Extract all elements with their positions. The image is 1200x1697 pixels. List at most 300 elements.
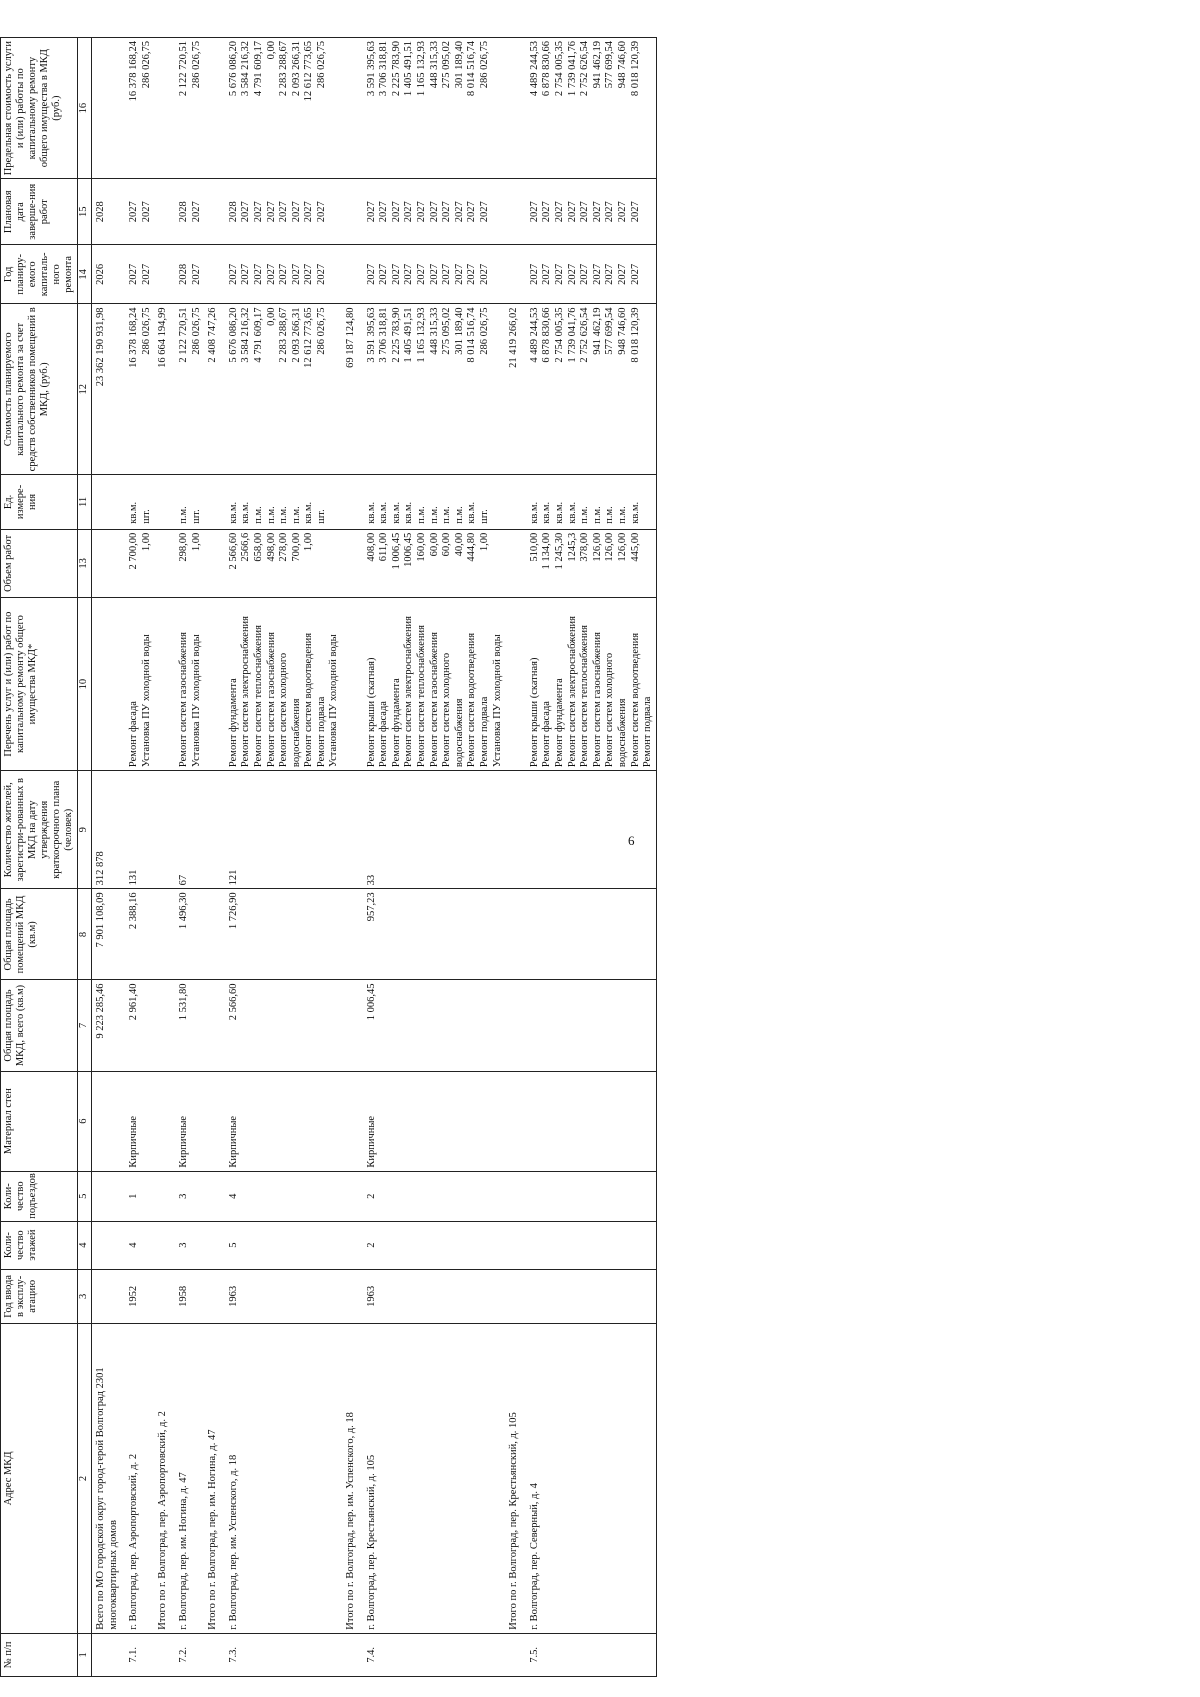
limit-cost-item: 3 591 395,63 [365,41,377,97]
planned-cost-item: 3 591 395,63 [365,307,377,363]
blank-cell [154,1221,171,1269]
blank-cell [204,1071,221,1171]
repair-year-item: 2027 [616,263,628,285]
repair-year-item: 2027 [252,263,264,285]
work-name-item: Ремонт систем газоснабжения [265,632,277,768]
residents: 131 [127,771,154,889]
work-name-item: Ремонт систем газоснабжения [177,632,189,768]
limit-cost-item: 286 026,75 [140,41,152,89]
limit-cost-item: 1 165 132,93 [416,41,428,97]
unit-item: п.м. [177,506,189,524]
repair-year-item: 2027 [553,263,565,285]
rotated-table-sheet [0,17,1070,1677]
grand-total-residents: 312 878 [91,771,121,889]
blank-cell [342,598,359,771]
blank-cell [505,38,522,179]
repair-year-item: 2027 [579,263,591,285]
end-date-item: 2027 [265,201,277,223]
limit-cost-item: 948 746,60 [616,41,628,89]
repair-year-item: 2027 [378,263,390,285]
blank-cell [342,889,359,980]
work-cost-item: 1 134,00 [541,532,553,570]
unit-item: п.м. [604,506,616,524]
repair-year-item: 2027 [453,263,465,285]
blank-cell [204,179,221,245]
work-cost-item: 510,00 [528,532,540,562]
premises-area: 2 388,16 [127,889,154,980]
work-cost-item: 1006,45 [403,532,415,567]
address-text: г. Волгоград, пер. им. Ногина, д. 47 [177,1472,189,1630]
end-date-item: 2027 [441,201,453,223]
limit-cost-item: 275 095,02 [441,41,453,89]
work-name-item: Ремонт фундамента [553,678,565,768]
repair-year-item: 2027 [528,263,540,285]
repair-year [127,245,154,304]
unit-item: шт. [190,509,202,524]
limit-cost-item: 286 026,75 [479,41,490,89]
work-cost [127,529,154,597]
end-date-item: 2027 [566,201,578,223]
limit-cost-item: 12 612 773,65 [303,41,315,102]
limit-cost [365,38,506,179]
entrances: 4 [227,1171,342,1221]
header-cell: Общая площадь МКД, всего (кв.м) [1,980,78,1071]
end-date-item: 2027 [240,201,252,223]
house-total-row [505,38,522,1677]
end-date-item: 2027 [466,201,478,223]
work-name-item: Ремонт подвала [642,696,654,768]
end-date-item: 2027 [579,201,591,223]
work-name-item: Ремонт систем электроснабжения [403,615,415,768]
work-cost [528,529,656,597]
work-cost-item: 378,00 [579,532,591,562]
work-cost-item: 2 700,00 [128,532,140,570]
blank-cell [154,245,171,304]
floors: 2 [365,1221,506,1269]
repair-year-item: 2027 [303,263,315,285]
repair-year [528,245,656,304]
end-date-item: 2027 [528,201,540,223]
repair-year-item: 2027 [265,263,277,285]
end-date-item: 2027 [128,201,140,223]
blank-cell [505,980,522,1071]
wall-material: Кирпичные [227,1071,342,1171]
work-name-item: Ремонт систем газоснабжения [428,632,440,768]
blank-cell [342,38,359,179]
work-cost-item: 160,00 [416,532,428,562]
end-date [365,179,506,245]
floors: 5 [227,1221,342,1269]
work-name-item: Ремонт крыши (скатная) [528,657,540,768]
total-area: 1 531,80 [177,980,204,1071]
grand-total-year: 2026 [91,245,121,304]
work-name-item: Установка ПУ холодной воды [328,634,340,768]
house-row [127,38,154,1677]
work-name-item: Установка ПУ холодной воды [491,634,503,768]
end-date-item: 2027 [416,201,428,223]
total-number [342,1633,359,1676]
repair-year [365,245,506,304]
limit-cost-item: 16 378 168,24 [128,41,140,102]
work-cost-item: 1,00 [190,532,202,552]
capital-repair-table [0,37,657,1677]
total-number [154,1633,171,1676]
limit-cost-item: 286 026,75 [315,41,327,89]
address-text: г. Волгоград, пер. Аэропортовский, д. 2 [128,1453,140,1630]
page-number: 6 [628,833,635,848]
wall-material: Кирпичные [177,1071,204,1171]
house-total-label: Итого по г. Волгоград, пер. им. Ногина, д. 47 [204,1324,221,1634]
wall-material: Кирпичные [365,1071,506,1171]
work-cost [365,529,506,597]
house-address [528,1324,656,1634]
header-cell: Количество жителей, зарегистри-рованных в МКД на дату утверждения краткосрочного плана (человек) [1,771,78,889]
work-name-item: Ремонт систем теплоснабжения [416,625,428,768]
address-text: г. Волгоград, пер. Крестьянский, д. 105 [365,1454,377,1630]
wall-material: Кирпичные [127,1071,154,1171]
end-date-item: 2027 [479,201,490,223]
entrances [528,1171,656,1221]
house-total-row [204,38,221,1677]
column-number: 12 [78,304,92,475]
work-cost-item: 700,00 [290,532,302,562]
work-cost-item: 60,00 [428,532,440,557]
house-total-row [342,38,359,1677]
unit-item: кв.м. [227,501,239,524]
work-name-item: Установка ПУ холодной воды [190,634,202,768]
blank-cell [342,245,359,304]
limit-cost [227,38,342,179]
repair-year-item: 2027 [190,263,202,285]
repair-year-item: 2028 [177,263,189,285]
work-cost-item: 1 006,45 [390,532,402,570]
limit-cost-item: 8 014 516,74 [466,41,478,97]
planned-cost [528,304,656,475]
blank-cell [342,179,359,245]
planned-cost-item: 3 584 216,32 [240,307,252,363]
limit-cost-item: 941 462,19 [591,41,603,89]
header-cell: Ед. измере-ния [1,475,78,530]
limit-cost-item: 0,00 [265,41,277,60]
blank-cell [204,245,221,304]
repair-year-item: 2027 [591,263,603,285]
unit-item: п.м. [428,506,440,524]
end-date-item: 2027 [252,201,264,223]
end-date [528,179,656,245]
limit-cost-item: 2 093 266,31 [290,41,302,97]
row-number: 7.5. [528,1633,656,1676]
blank-cell [505,1171,522,1221]
house-row [177,38,204,1677]
work-name-item: Ремонт систем холодного водоснабжения [278,652,302,768]
blank-cell [154,179,171,245]
blank-cell [505,179,522,245]
work-name-item: Ремонт систем теплоснабжения [252,625,264,768]
blank-cell [505,1071,522,1171]
total-number [204,1633,221,1676]
limit-cost-item: 301 189,40 [453,41,465,89]
blank-cell [342,1221,359,1269]
unit-item: кв.м. [403,501,415,524]
row-number: 7.3. [227,1633,342,1676]
end-date [177,179,204,245]
unit [365,475,506,530]
work-cost-item: 60,00 [441,532,453,557]
unit-item: п.м. [616,506,628,524]
column-number: 14 [78,245,92,304]
unit [127,475,154,530]
planned-cost [177,304,204,475]
planned-cost-item: 12 612 773,65 [303,307,315,368]
year-built [528,1269,656,1324]
entrances: 3 [177,1171,204,1221]
premises-area: 957,23 [365,889,506,980]
work-cost-item: 126,00 [604,532,616,562]
limit-cost-item: 3 706 318,81 [378,41,390,97]
blank-cell [154,475,171,530]
blank-cell [342,1171,359,1221]
work-name-item: Ремонт систем водоотведения [466,632,478,768]
grand-total-premises-area: 7 901 108,09 [91,889,121,980]
header-cell: Плановая дата заверше-ния работ [1,179,78,245]
work-cost-item: 2 566,60 [227,532,239,570]
end-date [127,179,154,245]
work-cost-item: 2566,6 [240,532,252,562]
planned-cost-item: 1 739 041,76 [566,307,578,363]
end-date-item: 2027 [453,201,465,223]
total-number [505,1633,522,1676]
blank-cell [154,889,171,980]
work-name-item: Ремонт фасада [378,701,390,768]
work-name-item: Ремонт систем газоснабжения [591,632,603,768]
address-text: г. Волгоград, пер. им. Успенского, д. 18 [227,1454,239,1630]
house-address [365,1324,506,1634]
grand-total-label: Всего по МО городской округ город-герой Волгоград 2301 многоквартирных домов [91,1324,121,1634]
repair-year-item: 2027 [140,263,152,285]
work-name [227,598,342,771]
house-row [528,38,656,1677]
planned-cost-item: 577 699,54 [604,307,616,355]
repair-year-item: 2027 [403,263,415,285]
planned-cost [365,304,506,475]
unit-item: кв.м. [365,501,377,524]
column-number: 13 [78,529,92,597]
repair-year-item: 2027 [128,263,140,285]
unit-item: шт. [479,509,490,524]
blank-cell [204,529,221,597]
work-cost-item: 445,00 [629,532,641,562]
unit [227,475,342,530]
column-number: 6 [78,1071,92,1171]
limit-cost-item: 4 489 244,53 [528,41,540,97]
end-date-item: 2027 [616,201,628,223]
house-row [227,38,342,1677]
limit-cost-item: 1 405 491,51 [403,41,415,97]
blank-cell [505,889,522,980]
house-address [177,1324,204,1634]
unit-item: п.м. [579,506,591,524]
blank-cell [505,1221,522,1269]
premises-area [528,889,656,980]
row-number: 7.2. [177,1633,204,1676]
work-cost-item: 1,00 [140,532,152,552]
floors: 4 [127,1221,154,1269]
planned-cost-item: 4 489 244,53 [528,307,540,363]
planned-cost-item: 5 676 086,20 [227,307,239,363]
blank-cell [154,1071,171,1171]
limit-cost-item: 3 584 216,32 [240,41,252,97]
year-built: 1952 [127,1269,154,1324]
header-cell: Общая площадь помещений МКД (кв.м) [1,889,78,980]
column-number: 11 [78,475,92,530]
planned-cost-item: 2 752 626,54 [579,307,591,363]
unit-item: кв.м. [528,501,540,524]
unit-item: кв.м. [303,501,315,524]
column-number: 2 [78,1324,92,1634]
blank-cell [204,1269,221,1324]
blank-cell [154,38,171,179]
planned-cost-item: 286 026,75 [140,307,152,355]
work-cost-item: 1,00 [479,532,490,552]
blank-cell [505,771,522,889]
grand-total-area: 9 223 285,46 [91,980,121,1071]
end-date-item: 2028 [177,201,189,223]
work-name [127,598,154,771]
total-area: 1 006,45 [365,980,506,1071]
repair-year-item: 2027 [365,263,377,285]
repair-year-item: 2027 [428,263,440,285]
column-number-row [78,38,92,1677]
limit-cost-item: 8 018 120,39 [629,41,641,97]
row-number: 7.1. [127,1633,154,1676]
unit-item: кв.м. [240,501,252,524]
planned-cost-item: 1 405 491,51 [403,307,415,363]
limit-cost-item: 448 315,33 [428,41,440,89]
limit-cost-item: 6 878 830,66 [541,41,553,97]
header-cell: № п/п [1,1633,78,1676]
blank-cell [154,1171,171,1221]
unit-item: шт. [315,509,327,524]
unit-item: п.м. [416,506,428,524]
header-cell: Стоимость планируемого капитального ремонта за счет средств собственников помещений в МКД, (руб.) [1,304,78,475]
house-total-cost: 2 408 747,26 [204,304,221,475]
planned-cost-item: 301 189,40 [453,307,465,355]
blank-cell [342,529,359,597]
unit [528,475,656,530]
total-area [528,980,656,1071]
end-date-item: 2027 [604,201,616,223]
work-name-item: Ремонт фасада [128,701,140,768]
unit-item: кв.м. [390,501,402,524]
work-cost-item: 298,00 [177,532,189,562]
end-date-item: 2027 [278,201,290,223]
unit-item: кв.м. [378,501,390,524]
planned-cost-item: 286 026,75 [190,307,202,355]
unit-item: п.м. [265,506,277,524]
work-cost [177,529,204,597]
blank-cell [204,475,221,530]
column-number: 8 [78,889,92,980]
work-name-item: Ремонт систем холодного водоснабжения [604,652,628,768]
planned-cost-item: 2 225 783,90 [390,307,402,363]
blank-cell [505,598,522,771]
end-date-item: 2027 [390,201,402,223]
unit-item: п.м. [591,506,603,524]
work-cost-item: 278,00 [278,532,290,562]
header-cell: Материал стен [1,1071,78,1171]
floors: 3 [177,1221,204,1269]
work-name [365,598,506,771]
planned-cost-item: 4 791 609,17 [252,307,264,363]
unit-item: п.м. [290,506,302,524]
column-number: 10 [78,598,92,771]
blank-cell [204,1221,221,1269]
end-date-item: 2027 [365,201,377,223]
repair-year-item: 2027 [466,263,478,285]
planned-cost-item: 1 165 132,93 [416,307,428,363]
premises-area: 1 726,90 [227,889,342,980]
unit-item: п.м. [278,506,290,524]
house-total-label: Итого по г. Волгоград, пер. Аэропортовский, д. 2 [154,1324,171,1634]
blank-cell [342,980,359,1071]
work-name-item: Ремонт систем теплоснабжения [579,625,591,768]
work-name-item: Ремонт фасада [541,701,553,768]
blank-cell [154,771,171,889]
grand-total-row [91,38,121,1677]
end-date-item: 2027 [629,201,641,223]
header-cell: Коли-чество подъездов [1,1171,78,1221]
header-row [1,38,78,1677]
repair-year-item: 2027 [227,263,239,285]
unit-item: шт. [140,509,152,524]
limit-cost-item: 2 752 626,54 [579,41,591,97]
work-cost [227,529,342,597]
blank-cell [342,771,359,889]
work-name-item: Ремонт подвала [479,696,490,768]
wall-material [528,1071,656,1171]
limit-cost [528,38,656,179]
repair-year-item: 2027 [290,263,302,285]
blank-cell [204,38,221,179]
planned-cost [127,304,154,475]
blank-cell [154,1269,171,1324]
work-name-item: Ремонт систем холодного водоснабжения [441,652,465,768]
end-date-item: 2027 [290,201,302,223]
work-name-item: Ремонт систем электроснабжения [566,615,578,768]
planned-cost-item: 2 122 720,51 [177,307,189,363]
planned-cost-item: 8 018 120,39 [629,307,641,363]
planned-cost-item: 2 283 288,67 [278,307,290,363]
address-text: г. Волгоград, пер. Северный, д. 4 [528,1483,540,1630]
limit-cost-item: 2 754 005,35 [553,41,565,97]
unit-item: кв.м. [629,501,641,524]
year-built: 1958 [177,1269,204,1324]
house-total-label: Итого по г. Волгоград, пер. им. Успенского, д. 18 [342,1324,359,1634]
planned-cost [227,304,342,475]
limit-cost [177,38,204,179]
planned-cost-item: 948 746,60 [616,307,628,355]
end-date-item: 2027 [303,201,315,223]
work-name-item: Ремонт систем электроснабжения [240,615,252,768]
header-cell: Коли-чество этажей [1,1221,78,1269]
column-number: 4 [78,1221,92,1269]
limit-cost-item: 4 791 609,17 [252,41,264,97]
blank-cell [154,980,171,1071]
repair-year-item: 2027 [441,263,453,285]
work-name [177,598,204,771]
planned-cost-item: 286 026,75 [315,307,327,355]
house-row [365,38,506,1677]
